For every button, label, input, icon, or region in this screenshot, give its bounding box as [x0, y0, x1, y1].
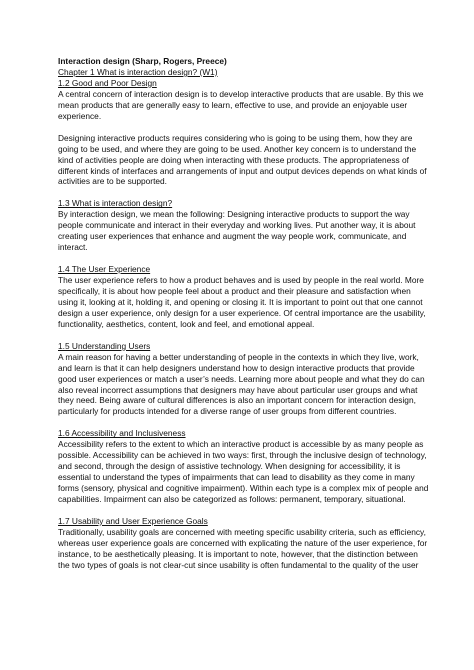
- text-line: different kinds of interfaces and arrangements of input and output devices depends on what kinds of: [58, 165, 427, 176]
- paragraph-gap: [58, 330, 430, 341]
- text-line: whereas user experience goals are concerned with explicating the nature of the user experience, for: [58, 537, 428, 548]
- text-line: Designing interactive products requires considering who is going to be using them, how they are: [58, 132, 413, 143]
- text-line: specifically, it is about how people feel about a product and their pleasure and satisfaction when: [58, 285, 411, 296]
- section-heading: 1.5 Understanding Users: [58, 340, 151, 351]
- text-line: The user experience refers to how a product behaves and is used by people in the real world. More: [58, 275, 424, 286]
- text-line: A main reason for having a better understanding of people in the contexts in which they live, work,: [58, 351, 419, 362]
- text-line: forms (sensory, physical and cognitive impairment). Within each type is a complex mix of people and: [58, 483, 429, 494]
- text-line: and second, through the design of assistive technology. When designing for accessibility, it is: [58, 461, 401, 472]
- text-line: activities are to be supported.: [58, 176, 167, 187]
- text-line: particularly for products intended for a diverse range of user groups from different countries.: [58, 406, 397, 417]
- text-line: essential to understand the types of impairments that can lead to disability as they come in many: [58, 472, 415, 483]
- text-line: possible. Accessibility can be achieved in two ways: first, through the inclusive design of technology,: [58, 450, 427, 461]
- text-line: creating user experiences that enhance and augment the way people work, communicate, and: [58, 231, 407, 242]
- section-heading: 1.6 Accessibility and Inclusiveness: [58, 428, 186, 439]
- text-line: going to be used, and where they are going to be used. Another key concern is to understand the: [58, 143, 417, 154]
- text-line: they need. Being aware of cultural differences is also an important concern for interaction design,: [58, 395, 416, 406]
- text-line: people communicate and interact in their everyday and working lives. Put another way, it is about: [58, 220, 416, 231]
- document-title: Interaction design (Sharp, Rogers, Preece): [58, 56, 227, 66]
- section-heading: 1.3 What is interaction design?: [58, 198, 173, 209]
- text-line: By interaction design, we mean the following: Designing interactive products to support the way: [58, 209, 410, 220]
- text-line: also reveal incorrect assumptions that designers may have about particular user groups and what: [58, 384, 418, 395]
- text-line: good user experiences or match a user’s needs. Learning more about people and what they do can: [58, 373, 425, 384]
- paragraph-gap: [58, 505, 430, 516]
- chapter-heading: Chapter 1 What is interaction design? (W1): [58, 66, 218, 77]
- text-line: instance, to be aesthetically pleasing. It is important to note, however, that the distinction between: [58, 548, 418, 559]
- text-line: design a user experience, only design for a user experience. Of central importance are the usability,: [58, 307, 426, 318]
- section-heading: 1.2 Good and Poor Design: [58, 77, 157, 88]
- text-line: and learn is that it can help designers understand how to design interactive products that provide: [58, 362, 415, 373]
- text-line: using it, looking at it, holding it, and opening or closing it. It is important to point out that one cannot: [58, 296, 423, 307]
- text-line: interact.: [58, 242, 88, 253]
- paragraph-gap: [58, 187, 430, 198]
- text-line: kind of activities people are doing when interacting with these products. The appropriateness of: [58, 154, 409, 165]
- section-heading: 1.7 Usability and User Experience Goals: [58, 515, 208, 526]
- text-line: A central concern of interaction design is to develop interactive products that are usable. By this we: [58, 88, 424, 99]
- text-line: mean products that are generally easy to learn, effective to use, and provide an enjoyable user: [58, 99, 408, 110]
- section-heading: 1.4 The User Experience: [58, 264, 151, 275]
- text-line: the two types of goals is not clear-cut since usability is often fundamental to the quality of the user: [58, 559, 419, 570]
- text-line: functionality, aesthetics, content, look and feel, and emotional appeal.: [58, 318, 315, 329]
- paragraph-gap: [58, 253, 430, 264]
- text-line: experience.: [58, 110, 102, 121]
- text-line: capabilities. Impairment can also be categorized as follows: permanent, temporary, situational.: [58, 494, 406, 505]
- text-line: Traditionally, usability goals are concerned with meeting specific usability criteria, such as efficiency,: [58, 526, 426, 537]
- paragraph-gap: [58, 122, 430, 133]
- text-line: Accessibility refers to the extent to which an interactive product is accessible by as many people as: [58, 439, 424, 450]
- paragraph-gap: [58, 417, 430, 428]
